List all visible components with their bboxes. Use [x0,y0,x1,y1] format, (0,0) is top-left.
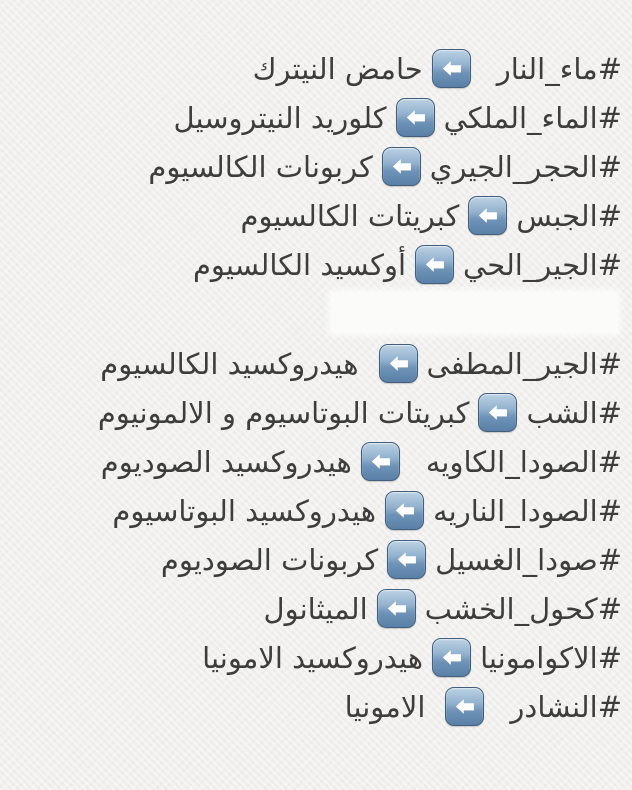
hashtag-label: #الصودا_الناريه [433,493,622,528]
erased-text-area [331,292,618,333]
left-arrow-icon [387,540,426,579]
chemical-name-label: كبريتات الكالسيوم [240,198,460,233]
chemical-name-label: هيدروكسيد الصوديوم [100,444,352,479]
left-arrow-icon [468,196,507,235]
chem-row [8,44,622,93]
chemical-name-label: الميثانول [263,591,368,626]
left-arrow-icon [361,442,400,481]
left-arrow-icon [379,344,418,383]
chemical-name-label: هيدروكسيد الامونيا [202,640,424,675]
chem-row [8,191,622,240]
chem-row [8,535,622,584]
chemical-name-label: الامونيا [344,689,426,724]
hashtag-label: #النشادر [510,689,622,724]
hashtag-label: #الحجر_الجيري [429,149,622,184]
hashtag-label: #الجبس [516,198,622,233]
chemical-name-label: هيدروكسيد الكالسيوم [100,346,359,381]
chemical-name-label: أوكسيد الكالسيوم [192,247,407,282]
hashtag-label: #صودا_الغسيل [435,542,622,577]
left-arrow-icon [478,393,517,432]
left-arrow-icon [415,245,454,284]
chem-row [8,584,622,633]
hashtag-label: #الصودا_الكاويه [425,444,622,479]
chem-row [8,142,622,191]
hashtag-label: #الشب [526,395,622,430]
left-arrow-icon [382,147,421,186]
left-arrow-icon [432,49,471,88]
chemical-name-label: كربونات الكالسيوم [148,149,373,184]
hashtag-label: #ماء_النار [496,51,622,86]
chem-row [8,339,622,388]
left-arrow-icon [432,638,471,677]
left-arrow-icon [377,589,416,628]
left-arrow-icon [396,98,435,137]
chem-row [8,437,622,486]
chemical-name-label: هيدروكسيد البوتاسيوم [112,493,377,528]
hashtag-label: #الاكوامونيا [480,640,622,675]
chemical-name-label: كبريتات البوتاسيوم و الالمونيوم [97,395,470,430]
chemical-name-label: كربونات الصوديوم [160,542,379,577]
chem-row [8,486,622,535]
chem-row [8,682,622,731]
hashtag-label: #الجير_الحي [463,247,622,282]
left-arrow-icon [445,687,484,726]
chem-row [8,388,622,437]
chem-row [8,633,622,682]
hashtag-label: #كحول_الخشب [424,591,622,626]
chemical-name-label: كلوريد النيتروسيل [173,100,387,135]
hashtag-label: #الماء_الملكي [443,100,622,135]
chem-row [8,93,622,142]
left-arrow-icon [385,491,424,530]
chem-row [8,240,622,289]
hashtag-label: #الجير_المطفى [426,346,622,381]
chemical-name-label: حامض النيترك [252,51,423,86]
